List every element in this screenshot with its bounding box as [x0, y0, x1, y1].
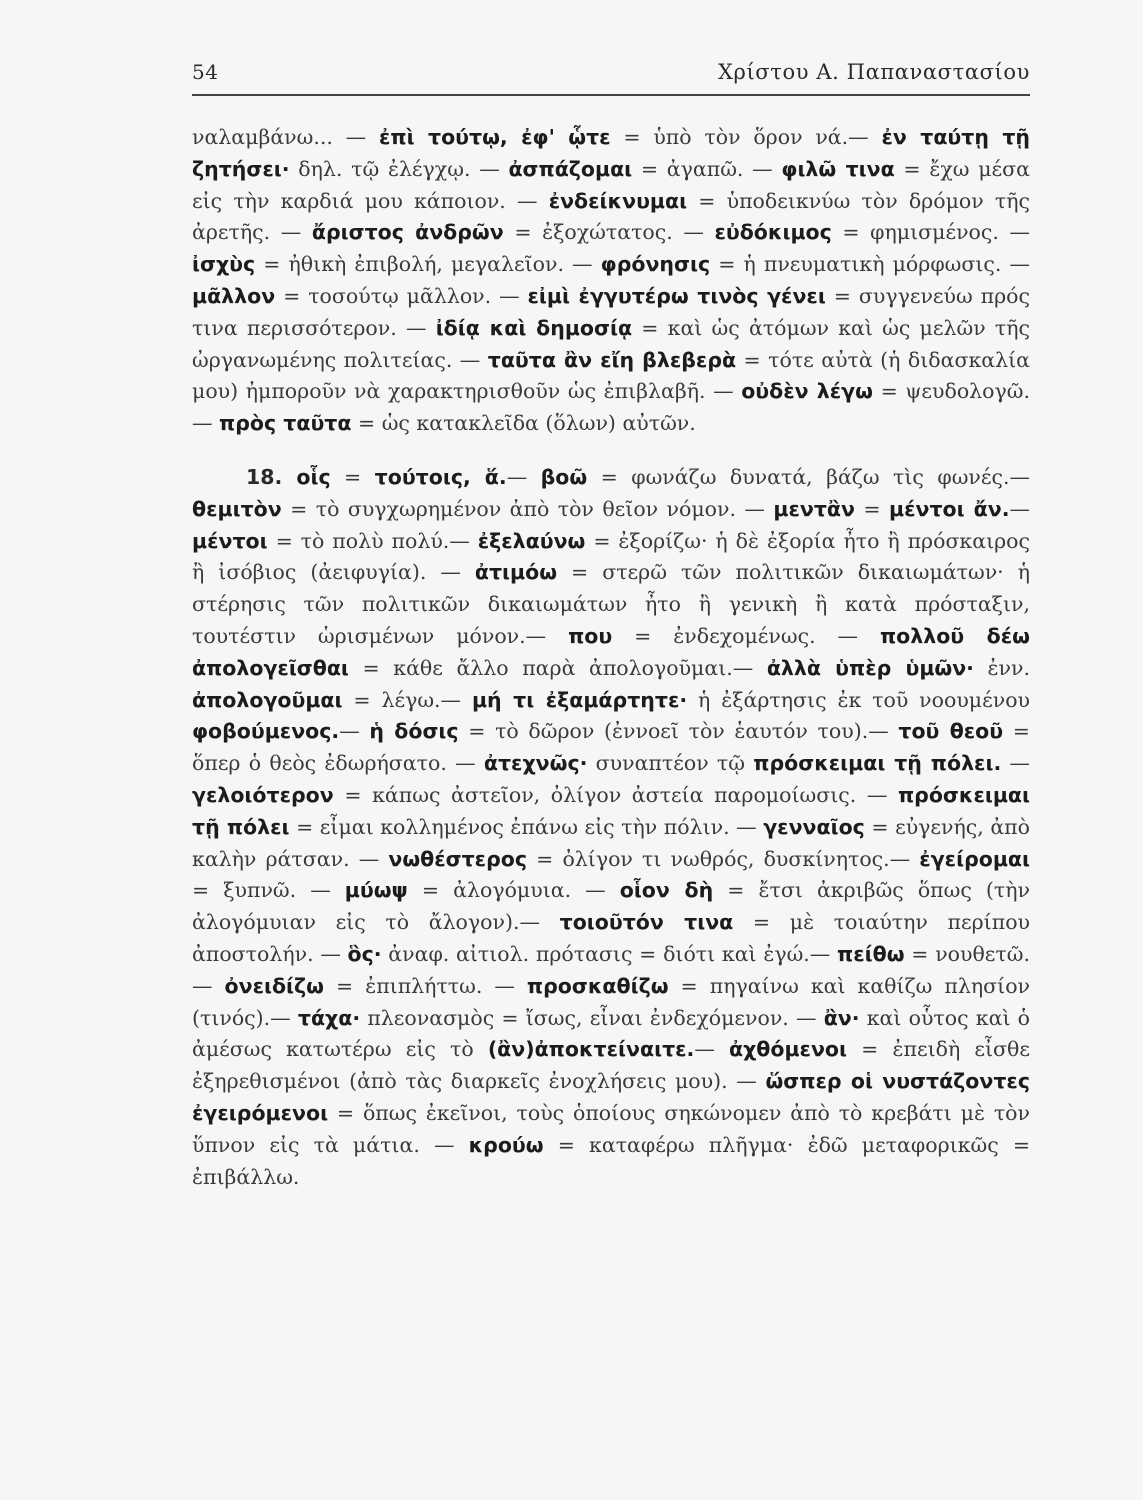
lemma-term: πολλοῦ δέω ἀπολογεῖσθαι	[192, 623, 1030, 680]
lemma-term: ἀλλὰ ὑπὲρ ὑμῶν·	[766, 655, 974, 680]
lemma-term: οἷον δὴ	[619, 878, 714, 903]
gloss-text: = ἀλογόμυια. —	[407, 878, 620, 903]
lemma-term: προσκαθίζω	[526, 973, 669, 998]
gloss-text: = ὑπὸ τὸν ὅρον νά.—	[610, 125, 882, 149]
lemma-term: βοῶ	[540, 464, 588, 489]
lemma-term: μεντἂν	[773, 496, 855, 521]
lemma-term: φιλῶ τινα	[781, 156, 895, 181]
lemma-term: ταῦτα ἂν εἴη βλεβερὰ	[487, 347, 737, 372]
gloss-text: —	[694, 1037, 729, 1062]
lemma-term: τοῦ θεοῦ	[898, 719, 1004, 744]
gloss-text: = τὸ δῶρον (ἐννοεῖ τὸν ἑαυτόν του).—	[458, 719, 899, 744]
gloss-text: δηλ. τῷ ἐλέγχῳ. —	[289, 156, 509, 181]
gloss-text: = τὸ συγχωρημένον ἀπὸ τὸν θεῖον νόμον. —	[281, 496, 774, 521]
lemma-term: οἷς	[296, 464, 331, 489]
lemma-term: φοβούμενος.	[192, 719, 340, 744]
gloss-text: = ἔτσι ἀκριβῶς ὅπως (τὴν ἀλογόμυιαν εἰς τὸ ἄλογον).—	[192, 878, 1030, 935]
lemma-term: ἀτεχνῶς·	[483, 751, 588, 776]
gloss-text: = καὶ ὡς ἀτόμων καὶ ὡς μελῶν τῆς ὠργανωμένης πολιτείας. —	[192, 315, 1030, 372]
gloss-text: —	[339, 719, 370, 744]
lemma-term: ἰσχὺς	[192, 252, 256, 277]
gloss-text: = ψευδολογῶ. —	[192, 379, 1031, 436]
gloss-text: = ὅπερ ὁ θεὸς ἐδωρήσατο. —	[192, 719, 1030, 776]
gloss-text: = πηγαίνω καὶ καθίζω πλησίον (τινός).—	[192, 973, 1030, 1030]
gloss-text: = ἐπιπλήττω. —	[323, 973, 527, 998]
lemma-term: ἐν ταύτῃ τῇ ζητήσει·	[192, 125, 1031, 181]
gloss-text: = ἡ πνευματικὴ μόρφωσις. —	[710, 252, 1031, 277]
lemma-term: τάχα·	[297, 1005, 361, 1030]
gloss-text: = ἐξορίζω· ἡ δὲ ἐξορία ἦτο ἢ πρόσκαιρος ἢ ἰσόβιος (ἀειφυγία). —	[192, 528, 1031, 585]
lemma-term: κρούω	[468, 1132, 544, 1157]
lemma-term: ἰδίᾳ καὶ δημοσίᾳ	[435, 315, 633, 340]
page-header	[192, 58, 1030, 96]
running-title: Χρίστου Α. Παπαναστασίου	[717, 60, 1030, 84]
gloss-text: = ὀλίγον τι νωθρός, δυσκίνητος.—	[527, 846, 920, 871]
lemma-term: πείθω	[837, 941, 905, 966]
lemma-term: ἀπολογοῦμαι	[192, 687, 343, 712]
lemma-term: εἰμὶ ἐγγυτέρω τινὸς γένει	[527, 283, 826, 308]
gloss-text: =	[854, 496, 889, 521]
gloss-text: = ἐξοχώτατος. —	[503, 220, 715, 245]
lemma-term: ἀσπάζομαι	[508, 156, 633, 181]
lemma-term: ὃς·	[347, 941, 382, 966]
lemma-term: μή τι ἐξαμάρτητε·	[471, 687, 688, 712]
paragraph-commentary-18	[192, 462, 1030, 1193]
gloss-text: = καταφέρω πλῆγμα· ἐδῶ μεταφορικῶς = ἐπιβάλλω.	[192, 1132, 1031, 1189]
gloss-text: = τὸ πολὺ πολύ.—	[267, 528, 478, 553]
lemma-term: πρόσκειμαι τῇ πόλει.	[753, 751, 1002, 776]
gloss-text: = τοσούτῳ μᾶλλον. —	[275, 283, 528, 308]
lemma-term: ἡ δόσις	[369, 719, 459, 744]
gloss-text: = φημισμένος. —	[831, 220, 1030, 245]
page-number: 54	[192, 60, 219, 84]
lemma-term: εὐδόκιμος	[714, 220, 832, 245]
gloss-text: = ἐπειδὴ εἶσθε ἐξηρεθισμένοι (ἀπὸ τὰς διαρκεῖς ἐνοχλήσεις μου). —	[192, 1037, 1030, 1094]
gloss-text: = εὐγενής, ἀπὸ καλὴν ράτσαν. —	[192, 814, 1030, 871]
lemma-term: ἄριστος ἀνδρῶν	[311, 220, 504, 245]
gloss-text: = ἔχω μέσα εἰς τὴν καρδιά μου κάποιον. —	[192, 156, 1031, 213]
gloss-text: = φωνάζω δυνατά, βάζω τὶς φωνές.—	[587, 464, 1030, 489]
gloss-text: = νουθετῶ.—	[192, 941, 1030, 998]
gloss-text: —	[1001, 751, 1030, 776]
gloss-text: = ὡς κατακλεῖδα (ὅλων) αὐτῶν.	[351, 411, 696, 436]
gloss-text: = συγγενεύω πρός τινα περισσότερον. —	[192, 283, 1030, 340]
gloss-text: = μὲ τοιαύτην περίπου ἀποστολήν. —	[192, 910, 1031, 966]
gloss-text: ἡ ἐξάρτησις ἐκ τοῦ νοουμένου	[687, 687, 1031, 712]
lemma-term: τούτοις, ἅ.	[374, 464, 507, 489]
lemma-term: ἐπὶ τούτῳ, ἐφ' ᾧτε	[378, 125, 611, 149]
lemma-term: φρόνησις	[600, 252, 711, 277]
lemma-term: ἀτιμόω	[474, 560, 558, 585]
lemma-term: πρὸς ταῦτα	[219, 411, 352, 436]
gloss-text: = ὑποδεικνύω τὸν δρόμον τῆς ἀρετῆς. —	[192, 188, 1030, 245]
lemma-term: (ἂν)ἀποκτείναιτε.	[487, 1037, 695, 1062]
lemma-term: πρόσκειμαι τῇ πόλει	[192, 782, 1030, 839]
section-number: 18.	[246, 464, 297, 489]
gloss-text: = ἠθικὴ ἐπιβολή, μεγαλεῖον. —	[255, 252, 601, 277]
gloss-text: —	[506, 464, 541, 489]
gloss-text: = εἶμαι κολλημένος ἐπάνω εἰς τὴν πόλιν. —	[289, 814, 764, 839]
lemma-term: γελοιότερον	[192, 782, 334, 807]
paragraph-commentary-17-cont	[192, 122, 1030, 440]
gloss-text: = στερῶ τῶν πολιτικῶν δικαιωμάτων· ἡ στέρησις τῶν πολιτικῶν δικαιωμάτων ἦτο ἢ γενικὴ ἢ κατὰ πρόσταξιν, τουτέστιν ὡρισμένων μόνον.—	[192, 560, 1030, 648]
gloss-text: —	[1009, 496, 1030, 521]
lemma-term: ἂν·	[823, 1005, 860, 1030]
gloss-text: πλεονασμὸς = ἴσως, εἶναι ἐνδεχόμενον. —	[360, 1005, 824, 1030]
lemma-term: ἐγείρομαι	[919, 846, 1030, 871]
lemma-term: ὥσπερ οἱ νυστάζοντες ἐγειρόμενοι	[192, 1069, 1030, 1125]
gloss-text: καὶ οὗτος καὶ ὁ ἀμέσως κατωτέρω εἰς τὸ	[192, 1005, 1031, 1062]
gloss-text: ναλαμβάνω... —	[192, 125, 379, 149]
lemma-term: ἐξελαύνω	[477, 528, 586, 553]
gloss-text: = ὅπως ἐκεῖνοι, τοὺς ὁποίους σηκώνομεν ἀπὸ τὸ κρεβάτι μὲ τὸν ὕπνον εἰς τὰ μάτια. —	[192, 1100, 1030, 1157]
gloss-text: = κάθε ἄλλο παρὰ ἀπολογοῦμαι.—	[348, 655, 767, 680]
lemma-term: μέντοι ἄν.	[889, 496, 1010, 521]
lemma-term: που	[568, 623, 613, 648]
lemma-term: μύωψ	[344, 878, 408, 903]
gloss-text: = λέγω.—	[342, 687, 472, 712]
lemma-term: ἐνδείκνυμαι	[548, 188, 688, 213]
gloss-text: =	[330, 464, 375, 489]
lemma-term: τοιοῦτόν τινα	[559, 910, 734, 935]
gloss-text: = τότε αὐτὰ (ἡ διδασκαλία μου) ἠμποροῦν νὰ χαρακτηρισθοῦν ὡς ἐπιβλαβῆ. —	[192, 347, 1030, 404]
gloss-text: = κάπως ἀστεῖον, ὀλίγον ἀστεία παρομοίωσις. —	[333, 782, 898, 807]
lemma-term: ὀνειδίζω	[224, 973, 324, 998]
lemma-term: οὐδὲν λέγω	[741, 379, 873, 404]
gloss-text: συναπτέον τῷ	[587, 751, 754, 776]
gloss-text: ἐνν.	[973, 655, 1030, 680]
lemma-term: νωθέστερος	[388, 846, 528, 871]
lemma-term: θεμιτὸν	[192, 496, 282, 521]
gloss-text: ἀναφ. αἰτιολ. πρότασις = διότι καὶ ἐγώ.—	[381, 941, 838, 966]
body-text	[192, 122, 1030, 1193]
lemma-term: μέντοι	[192, 528, 268, 553]
gloss-text: = ἀγαπῶ. —	[632, 156, 782, 181]
lemma-term: μᾶλλον	[192, 283, 276, 308]
lemma-term: ἀχθόμενοι	[729, 1037, 848, 1062]
gloss-text: = ἐνδεχομένως. —	[612, 623, 880, 648]
gloss-text: = ξυπνῶ. —	[192, 878, 345, 903]
lemma-term: γενναῖος	[763, 814, 865, 839]
